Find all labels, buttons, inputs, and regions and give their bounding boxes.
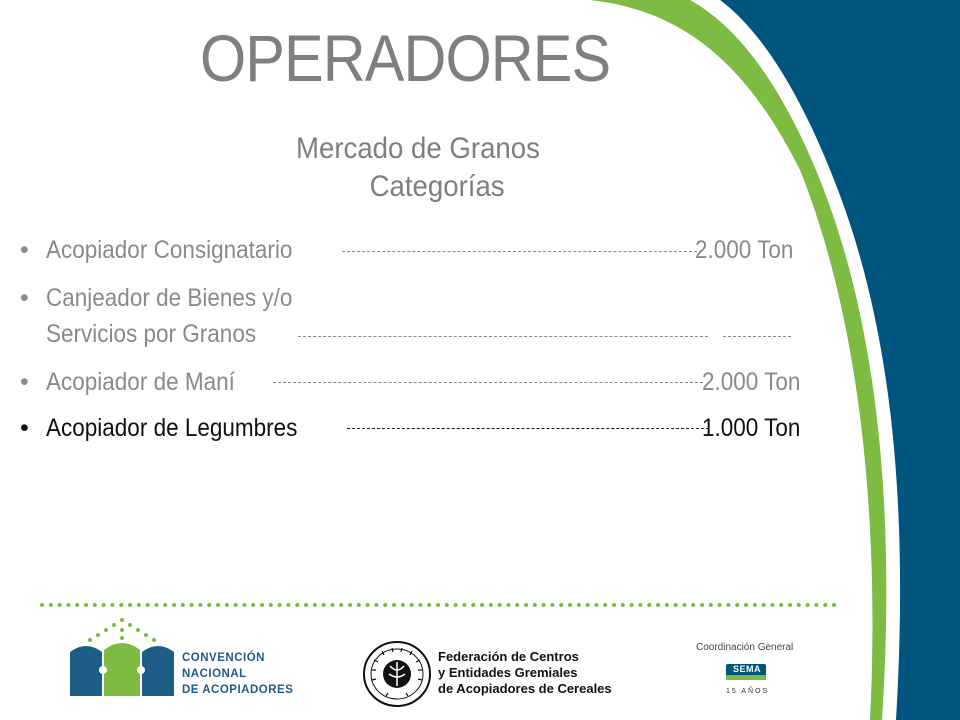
footer-divider: [40, 600, 840, 610]
leader-dashes: [347, 428, 709, 429]
bullet-dot: •: [20, 236, 29, 264]
cna-logo-text: [182, 650, 293, 698]
slide-title: OPERADORES: [200, 21, 611, 95]
leader-dashes: [298, 336, 708, 337]
value-dashes: [723, 336, 791, 337]
category-value: 1.000 Ton: [702, 414, 801, 442]
subtitle-line-1: Mercado de Granos: [296, 132, 540, 165]
subtitle-line-2: Categorías: [369, 170, 505, 203]
federacion-line-2: y Entidades Gremiales: [438, 665, 578, 680]
category-label-line-2: Servicios por Granos: [46, 320, 257, 348]
bullet-dot: •: [20, 414, 29, 442]
coordinacion-label: Coordinación General: [696, 642, 794, 653]
leader-dashes: [342, 251, 702, 252]
federacion-line-1: Federación de Centros: [438, 649, 579, 664]
category-label-line-1: Canjeador de Bienes y/o: [46, 284, 293, 312]
category-value: 2.000 Ton: [695, 236, 794, 264]
bullet-dot: •: [20, 284, 29, 312]
category-label: Acopiador de Legumbres: [46, 414, 298, 442]
sema-logo-text: SEMA: [733, 664, 762, 674]
bullet-dot: •: [20, 368, 29, 396]
leader-dashes: [273, 382, 703, 383]
sema-anos-text: 15 AÑOS: [726, 688, 770, 695]
federacion-logo-text: [438, 649, 612, 697]
cna-line-1: CONVENCIÓN: [182, 652, 265, 664]
silo-logo-icon: [66, 614, 178, 698]
federacion-line-3: de Acopiadores de Cereales: [438, 681, 612, 696]
cna-line-2: NACIONAL: [182, 668, 247, 680]
category-value: 2.000 Ton: [702, 368, 801, 396]
category-label: Acopiador Consignatario: [46, 236, 293, 264]
federacion-seal-icon: [362, 640, 432, 708]
category-label: Acopiador de Maní: [46, 368, 235, 396]
list-item: [20, 284, 840, 354]
cna-line-3: DE ACOPIADORES: [182, 684, 294, 696]
